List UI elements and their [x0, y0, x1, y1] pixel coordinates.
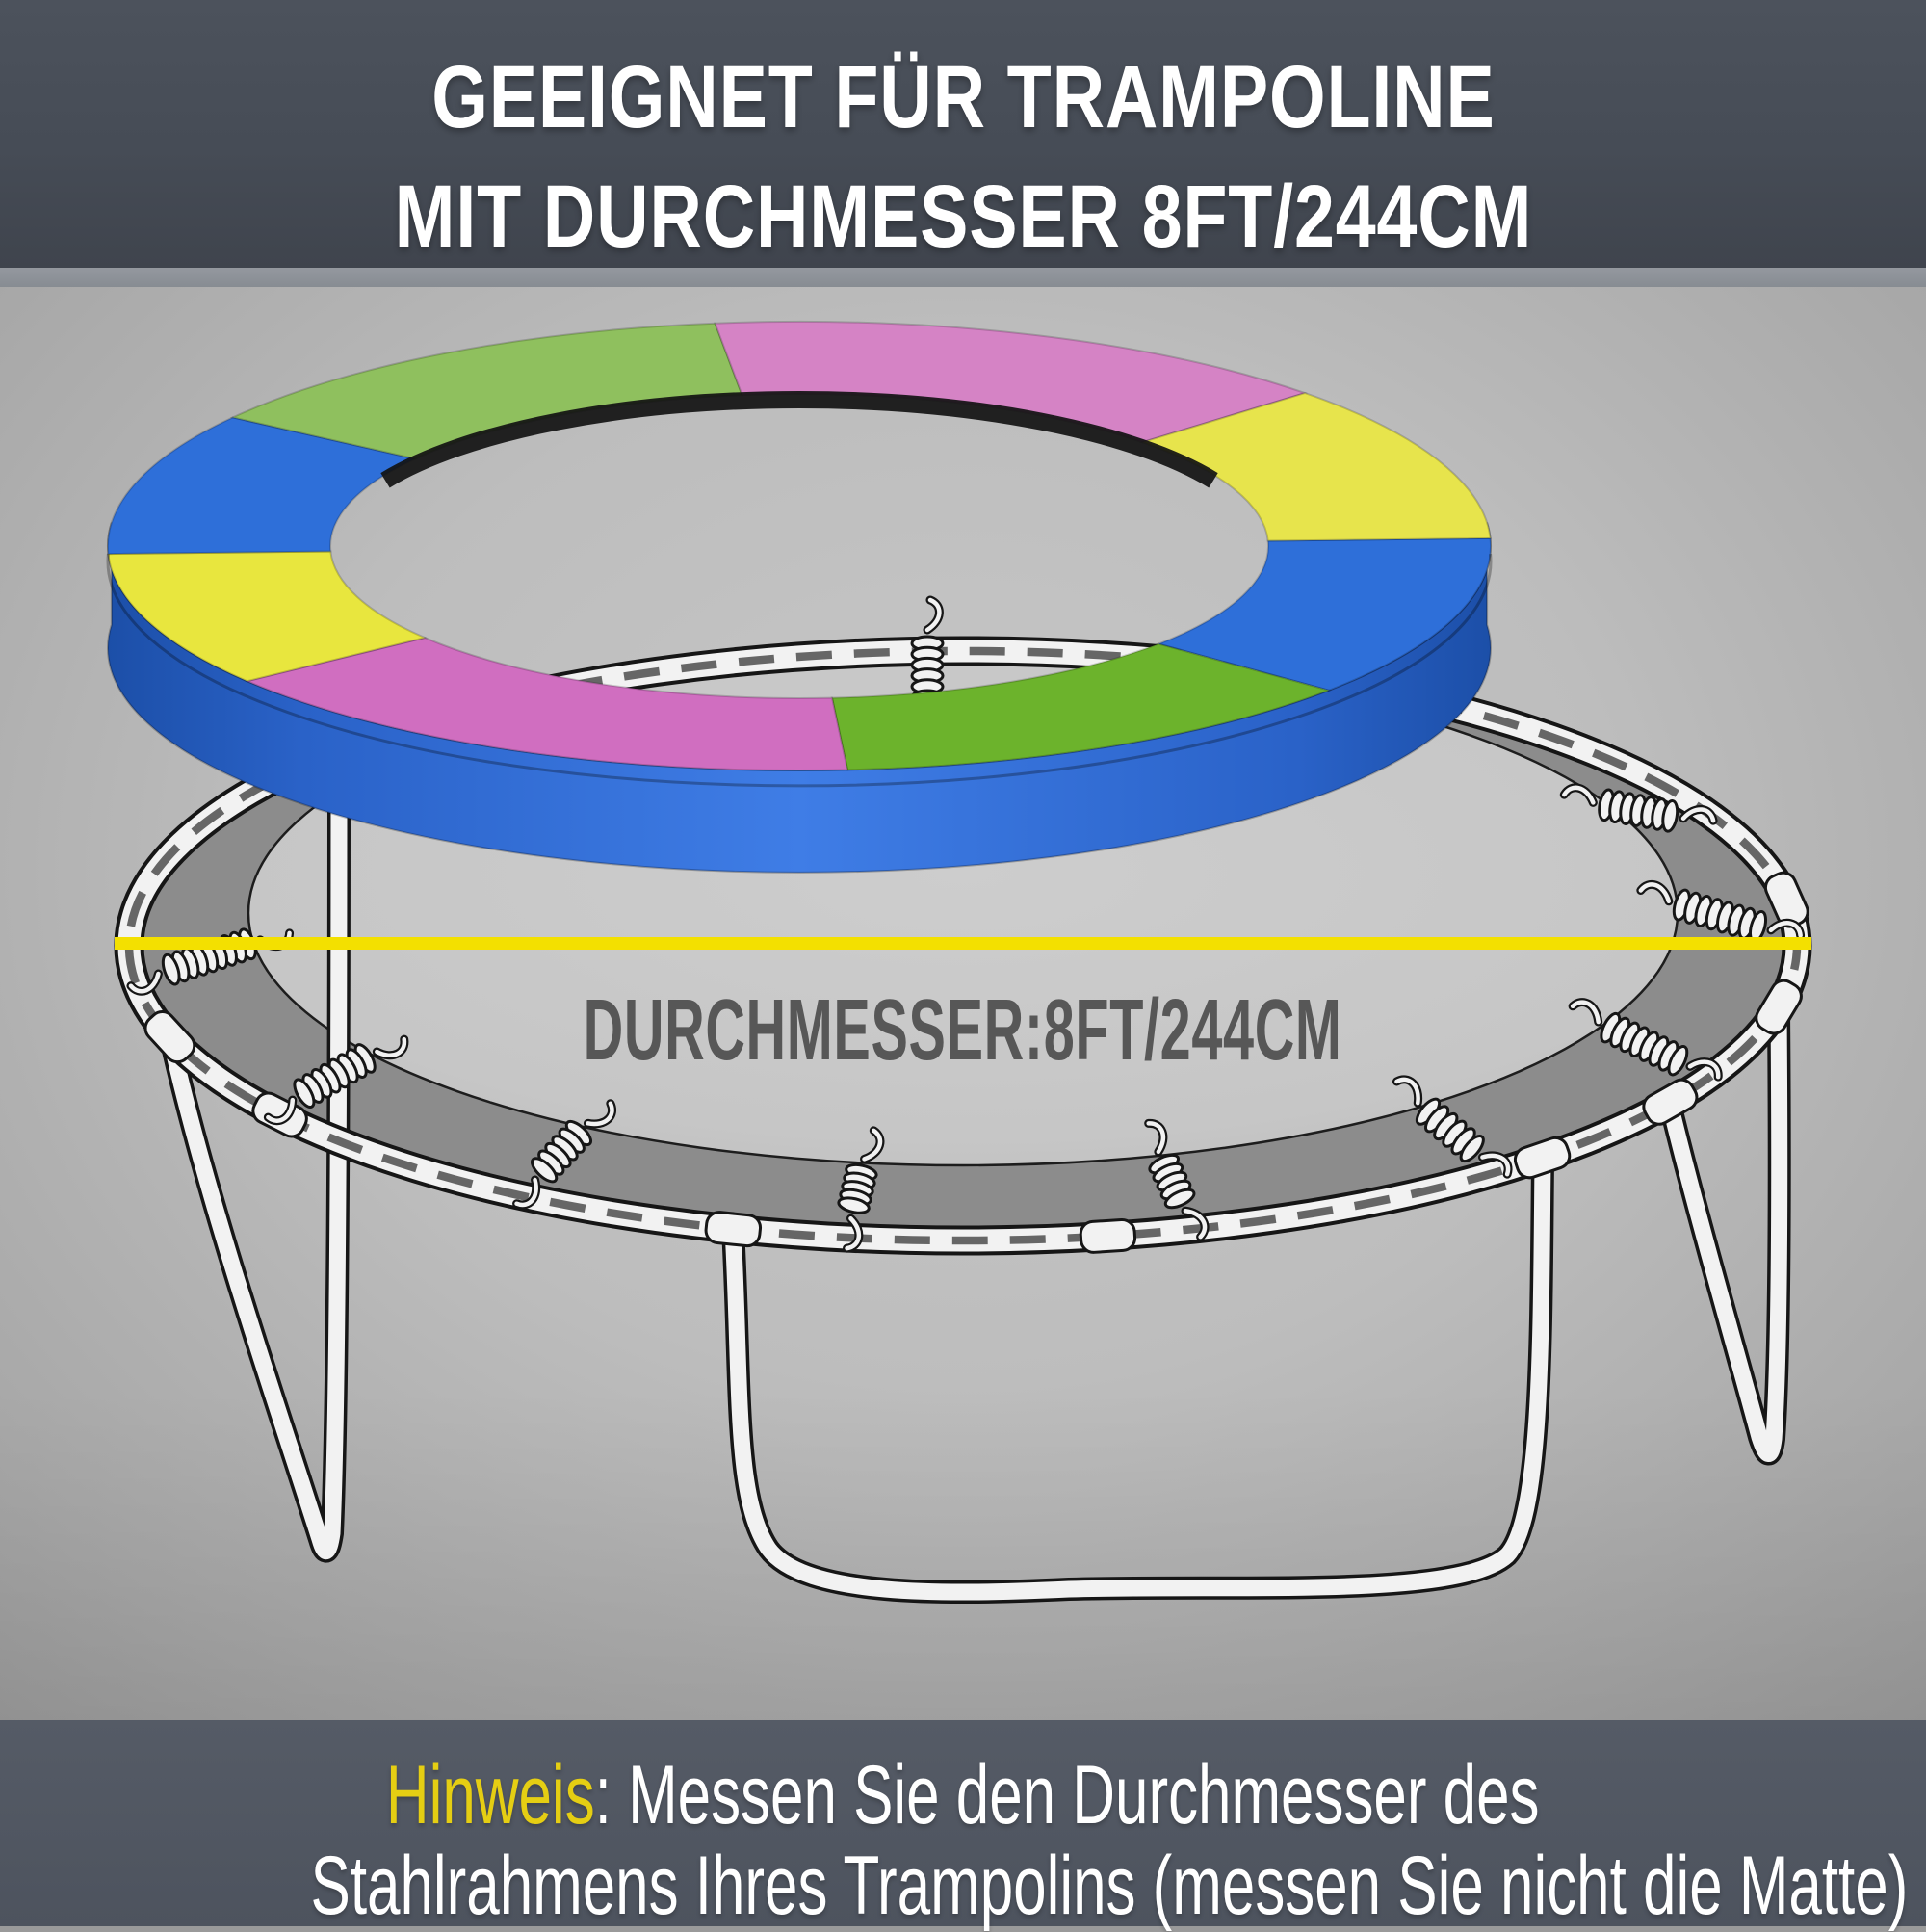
footer-note-line1-rest: : Messen Sie den Durchmesser des	[594, 1749, 1540, 1841]
header-title-line1: GEEIGNET FÜR TRAMPOLINE	[430, 48, 1496, 146]
footer-note-highlight: Hinweis	[386, 1749, 595, 1841]
footer-note-line1	[0, 1751, 1926, 1840]
footer-note-line2: Stahlrahmens Ihres Trampolins (messen Sie nicht die Matte)	[310, 1840, 1909, 1932]
diameter-measure-line	[115, 937, 1811, 950]
safety-pad	[108, 322, 1491, 873]
header-band-light-edge	[0, 268, 1926, 287]
diameter-label: DURCHMESSER:8FT/244CM	[584, 982, 1342, 1079]
header-title-line2: MIT DURCHMESSER 8FT/244CM	[394, 168, 1532, 266]
